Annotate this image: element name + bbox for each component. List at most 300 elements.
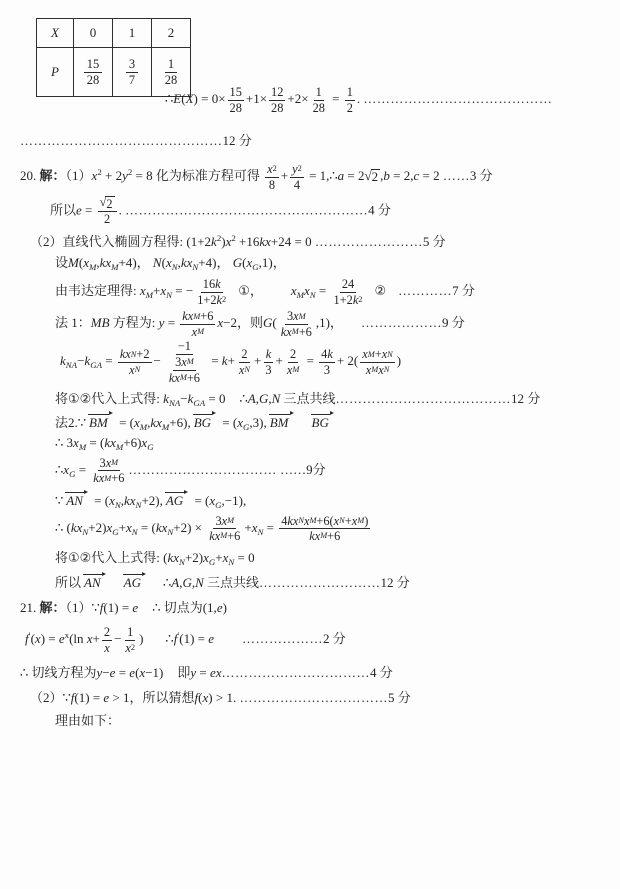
denominator [102, 641, 111, 656]
math-text: 28 [312, 100, 325, 115]
math-line [55, 550, 616, 569]
math-subscript: M [197, 327, 205, 337]
radicand: 2 [371, 169, 379, 185]
numerator [285, 309, 308, 325]
math-text: = [263, 519, 278, 535]
numerator: 1 [165, 57, 177, 73]
math-text: = 0 [205, 391, 226, 407]
math-text: + [344, 513, 352, 528]
dotted-leader: ………… [398, 283, 453, 299]
math-var: kx [104, 435, 116, 451]
math-text: 由韦达定理得: [55, 283, 140, 299]
math-text: 将①②代入上式得: ( [55, 549, 168, 565]
math-text: ( [30, 631, 35, 647]
math-line [55, 492, 616, 512]
math-text: + [280, 168, 289, 184]
denominator [123, 641, 137, 656]
math-var: b [383, 168, 390, 184]
math-subscript: M [179, 372, 187, 382]
math-var: E [173, 91, 182, 107]
math-text: 28 [271, 100, 284, 115]
math-text: +6 [327, 529, 341, 544]
math-subscript: M [371, 365, 379, 375]
math-line [55, 713, 616, 730]
math-text: + [227, 353, 235, 369]
math-text: 2 [103, 625, 111, 640]
math-var: x [209, 493, 216, 509]
math-subscript: N [228, 556, 235, 567]
math-superscript: ′ [177, 630, 180, 641]
math-text: (ln [69, 631, 87, 647]
math-text: , [96, 254, 100, 270]
math-var: N [271, 391, 281, 407]
math-var: x [225, 233, 232, 249]
math-text: = 2 [344, 168, 365, 184]
math-text: + [374, 347, 382, 362]
math-var: k [352, 292, 359, 307]
math-var: x [73, 435, 79, 451]
math-subscript: N [166, 290, 173, 301]
numerator: 15 [84, 57, 103, 73]
math-text: （1） [65, 168, 92, 184]
table-row [37, 19, 191, 48]
fraction [269, 85, 285, 115]
math-line [30, 233, 616, 251]
denominator [267, 178, 277, 193]
dotted-leader: …… [442, 168, 470, 184]
math-line [55, 255, 616, 274]
numerator [180, 309, 215, 325]
math-superscript: 2 [297, 164, 302, 174]
math-var: x [293, 309, 299, 324]
math-text: 2 [241, 347, 248, 362]
math-text: (1) = [74, 690, 104, 706]
math-text: = [196, 665, 210, 681]
numerator [319, 347, 335, 363]
table-cell [37, 19, 74, 48]
math-line [30, 690, 616, 707]
math-var: x [246, 254, 253, 270]
math-text: 1 [346, 85, 353, 99]
math-var: kx [309, 529, 321, 544]
fraction [207, 514, 242, 544]
math-text: , [120, 493, 124, 509]
math-superscript: 2 [358, 295, 363, 305]
math-var: k [327, 347, 333, 362]
math-var: kx [99, 254, 112, 270]
math-text: +16 [235, 233, 260, 249]
math-var: x [351, 513, 358, 528]
math-text: = ( [137, 519, 156, 535]
math-text: + 2 [101, 168, 123, 184]
math-var: x [133, 414, 140, 430]
math-text: 方程为: [109, 315, 159, 331]
dotted-leader: ……………………………………………… [125, 202, 369, 218]
math-text: ,1)， [315, 315, 343, 331]
math-var: k [84, 353, 91, 369]
numerator [228, 85, 244, 101]
math-text: 1 [315, 85, 322, 99]
math-text: 3 [323, 362, 331, 377]
numerator [98, 456, 121, 472]
math-text: 4 [293, 177, 301, 192]
dotted-leader: ……………… [360, 315, 442, 331]
math-subscript: M [186, 357, 194, 367]
math-var: x [217, 315, 224, 331]
math-var: x [365, 362, 372, 377]
radicand: 2 [106, 197, 113, 212]
math-text: ∵ [55, 493, 64, 509]
math-var: e [76, 202, 82, 218]
numerator [288, 347, 298, 363]
math-var: f [173, 631, 178, 647]
numerator [345, 85, 355, 101]
numerator [264, 347, 273, 363]
fraction [285, 347, 301, 377]
numerator [279, 514, 370, 530]
vector-arrow: BM [269, 414, 293, 432]
math-var: x [222, 549, 229, 565]
math-subscript: G [112, 526, 119, 537]
math-var: N [152, 254, 162, 270]
math-text: +6) [123, 435, 142, 451]
math-var: y [292, 162, 298, 177]
math-text: = [328, 91, 343, 107]
math-var: kx [182, 309, 194, 324]
math-text: 法2.∵ [55, 414, 87, 430]
fraction [102, 625, 112, 655]
vector-arrow: BM [88, 414, 112, 432]
fraction [163, 339, 206, 385]
math-text: 21. [20, 600, 40, 616]
denominator [167, 371, 202, 386]
math-var: e [58, 631, 65, 647]
math-text: ,3), [249, 414, 267, 430]
denominator: 7 [128, 73, 136, 87]
math-text: 理由如下： [55, 712, 121, 728]
math-subscript: M [161, 421, 170, 432]
math-subscript: N [257, 526, 264, 537]
fraction [195, 277, 228, 307]
math-var: y [96, 665, 103, 681]
fraction [279, 309, 314, 339]
fraction [118, 347, 152, 377]
math-var: x [106, 519, 113, 535]
math-text: 4 分 [368, 202, 391, 218]
math-text: = [315, 283, 330, 299]
math-text: , [177, 254, 181, 270]
math-text: +6 [200, 309, 214, 324]
math-text: + 2( [336, 353, 359, 369]
numerator [118, 347, 152, 363]
math-text: +2 [136, 347, 150, 362]
vector-arrow: BG [193, 414, 215, 432]
math-var: x [83, 254, 89, 270]
math-var: kx [209, 529, 221, 544]
dotted-leader: …………………… [314, 233, 423, 249]
numerator [173, 355, 196, 371]
math-line [20, 133, 616, 150]
math-text: ) [396, 353, 402, 369]
math-text: (1) = [179, 631, 209, 647]
dotted-leader: ……………………… [259, 575, 381, 591]
math-text: + [215, 549, 223, 565]
math-var: G [232, 254, 243, 270]
dotted-leader: …………………………… [239, 690, 388, 706]
math-var: x [202, 690, 209, 706]
math-subscript: G [243, 421, 250, 432]
math-var: k [60, 353, 66, 369]
math-var: N [195, 575, 204, 591]
math-var: x [86, 631, 93, 647]
math-var: x [267, 162, 273, 177]
denominator [190, 325, 206, 340]
math-text: , [268, 391, 272, 407]
math-superscript: x [64, 630, 70, 641]
math-text: 2 [104, 212, 111, 227]
math-text: ( [198, 690, 203, 706]
math-var: x [286, 362, 293, 377]
math-var: x [303, 283, 310, 299]
math-text: , [147, 414, 151, 430]
denominator [285, 363, 301, 378]
math-line [60, 339, 616, 385]
math-subscript: M [292, 365, 300, 375]
math-var: G [263, 315, 273, 331]
math-var: x [251, 519, 258, 535]
dotted-leader: …………………………… [128, 461, 277, 477]
math-text: − [180, 391, 188, 407]
math-subscript: M [309, 515, 317, 525]
vector-arrow: AN [83, 574, 105, 592]
math-line [55, 456, 616, 486]
math-text: = ( [115, 414, 134, 430]
math-text: ( [78, 254, 84, 270]
math-subscript: G [69, 469, 76, 480]
math-text: = ( [219, 414, 238, 430]
math-subscript: N [171, 261, 178, 272]
math-text: 即 [177, 665, 191, 681]
math-text: = [303, 353, 318, 369]
fraction [319, 347, 335, 377]
math-var: kx [287, 513, 299, 528]
denominator [332, 293, 365, 308]
math-var: G [258, 391, 269, 407]
math-var: e [132, 600, 139, 616]
math-subscript: G [252, 261, 259, 272]
math-text: 24 [341, 277, 355, 292]
x-value: 1 [128, 25, 136, 40]
math-var: x [109, 493, 115, 509]
math-var: x [34, 631, 41, 647]
math-subscript: N [167, 526, 174, 537]
math-text: +6 [111, 471, 125, 486]
math-var: kx [124, 493, 136, 509]
math-var: M [68, 254, 79, 270]
math-text: − [153, 353, 161, 369]
math-text: = [164, 315, 179, 331]
math-text: 三点共线 [203, 575, 260, 591]
math-text: ∴ 切点为(1, [152, 600, 217, 616]
math-subscript: N [387, 349, 393, 359]
math-text: 3 [215, 513, 222, 528]
denominator [279, 325, 314, 340]
math-var: c [413, 168, 420, 184]
math-subscript: M [115, 442, 124, 453]
math-text: 12 分 [222, 133, 252, 149]
math-var: x [105, 455, 112, 470]
math-text: +6 [227, 529, 241, 544]
fraction [126, 57, 138, 88]
math-var: k [265, 347, 272, 362]
math-subscript: N [309, 290, 316, 301]
math-text: 20. [20, 168, 40, 184]
math-var: e [103, 690, 110, 706]
math-var: y [122, 168, 128, 184]
math-var: f [25, 631, 29, 647]
math-line [55, 309, 616, 339]
math-var: ex [210, 665, 222, 681]
math-line [55, 414, 616, 434]
math-line [50, 196, 616, 227]
math-var: x [125, 519, 132, 535]
math-subscript: M [145, 290, 154, 301]
math-var: kx [167, 549, 180, 565]
numerator: 3 [126, 57, 138, 73]
numerator [102, 625, 112, 641]
math-var: f [99, 600, 104, 616]
math-subscript: M [357, 515, 365, 525]
math-subscript: N [179, 556, 185, 567]
math-subscript: N [383, 365, 390, 375]
label-bold: 解： [39, 168, 66, 184]
math-text: ∴ ( [55, 519, 71, 535]
radical-sign: √ [364, 168, 372, 184]
math-text: ,1)， [258, 254, 286, 270]
math-text: 4 [321, 347, 328, 362]
fraction [84, 57, 103, 88]
math-text: −1) [145, 665, 164, 681]
math-var: x [378, 362, 384, 377]
math-text: 1+2 [333, 292, 353, 307]
numerator [360, 347, 395, 363]
math-text: 2 [290, 347, 297, 362]
math-superscript: 2 [216, 232, 222, 243]
fraction [228, 85, 244, 115]
math-var: e [208, 631, 215, 647]
math-subscript: GA [193, 398, 206, 409]
math-text: +2) × [173, 519, 206, 535]
math-text: 2 分 [323, 631, 346, 647]
math-text: ∴ [162, 575, 172, 591]
math-var: k [215, 277, 221, 292]
math-text: 3 [99, 455, 106, 470]
math-line [25, 625, 616, 655]
numerator [239, 347, 249, 363]
math-subscript: M [111, 261, 119, 272]
numerator [340, 277, 356, 293]
math-text: ) [221, 233, 226, 249]
math-text: ) = [40, 631, 59, 647]
math-line [55, 391, 616, 410]
fraction [345, 85, 355, 115]
math-text: −1 [177, 339, 191, 354]
math-var: x [191, 324, 198, 339]
math-var: kx [259, 233, 271, 249]
math-text: = 2, [389, 168, 414, 184]
math-var: x [203, 549, 209, 565]
numerator [176, 339, 193, 355]
math-text: > 1，所以猜想 [109, 690, 195, 706]
math-line [55, 277, 616, 307]
math-var: x [303, 513, 310, 528]
math-var: G [182, 575, 192, 591]
table-cell [113, 19, 152, 48]
math-var: kx [119, 347, 131, 362]
denominator [263, 363, 273, 378]
math-var: y [190, 665, 197, 681]
fraction [237, 347, 252, 377]
math-var: kx [168, 370, 180, 385]
dotted-leader: …………………………… [221, 665, 371, 681]
math-subscript: NA [65, 360, 78, 371]
numerator [290, 162, 304, 178]
math-text: ( [181, 91, 186, 107]
label-bold: 解： [39, 600, 66, 616]
math-text: ( [161, 254, 166, 270]
math-var: x [165, 254, 172, 270]
math-text: 5 分 [422, 233, 446, 249]
fraction [265, 162, 279, 192]
numerator [98, 196, 117, 212]
fraction [167, 355, 202, 385]
math-text: 12 分 [380, 575, 410, 591]
math-text: − [77, 353, 85, 369]
denominator [91, 471, 126, 486]
vector-arrow: BG [311, 414, 333, 432]
math-text: +24 = 0 [270, 233, 315, 249]
math-text: ) [139, 631, 144, 647]
math-text: ( [135, 665, 140, 681]
math-subscript: N [192, 261, 199, 272]
math-text: 16 [202, 277, 216, 292]
math-var: k [211, 233, 217, 249]
math-var: k [216, 292, 222, 307]
fraction [311, 85, 327, 115]
math-subscript: N [298, 515, 304, 525]
table-cell [74, 19, 113, 48]
math-var: x [141, 435, 148, 451]
math-text: （1）∵ [65, 600, 100, 616]
denominator [345, 101, 355, 116]
math-text: 3 [265, 362, 272, 377]
math-var: e [216, 600, 223, 616]
math-text: 将①②代入上式得: [55, 391, 164, 407]
math-text: + [275, 353, 283, 369]
math-text: ② [374, 283, 387, 299]
numerator [201, 277, 223, 293]
math-text: = 1,∴ [305, 168, 338, 184]
denominator [102, 212, 112, 227]
math-subscript: N [339, 515, 345, 525]
denominator: 28 [164, 73, 178, 87]
math-var: A [247, 391, 256, 407]
math-var: x [139, 283, 146, 299]
math-line [55, 574, 616, 592]
math-subscript: N [134, 365, 141, 375]
math-subscript: M [227, 515, 235, 525]
math-var: kx [93, 471, 105, 486]
